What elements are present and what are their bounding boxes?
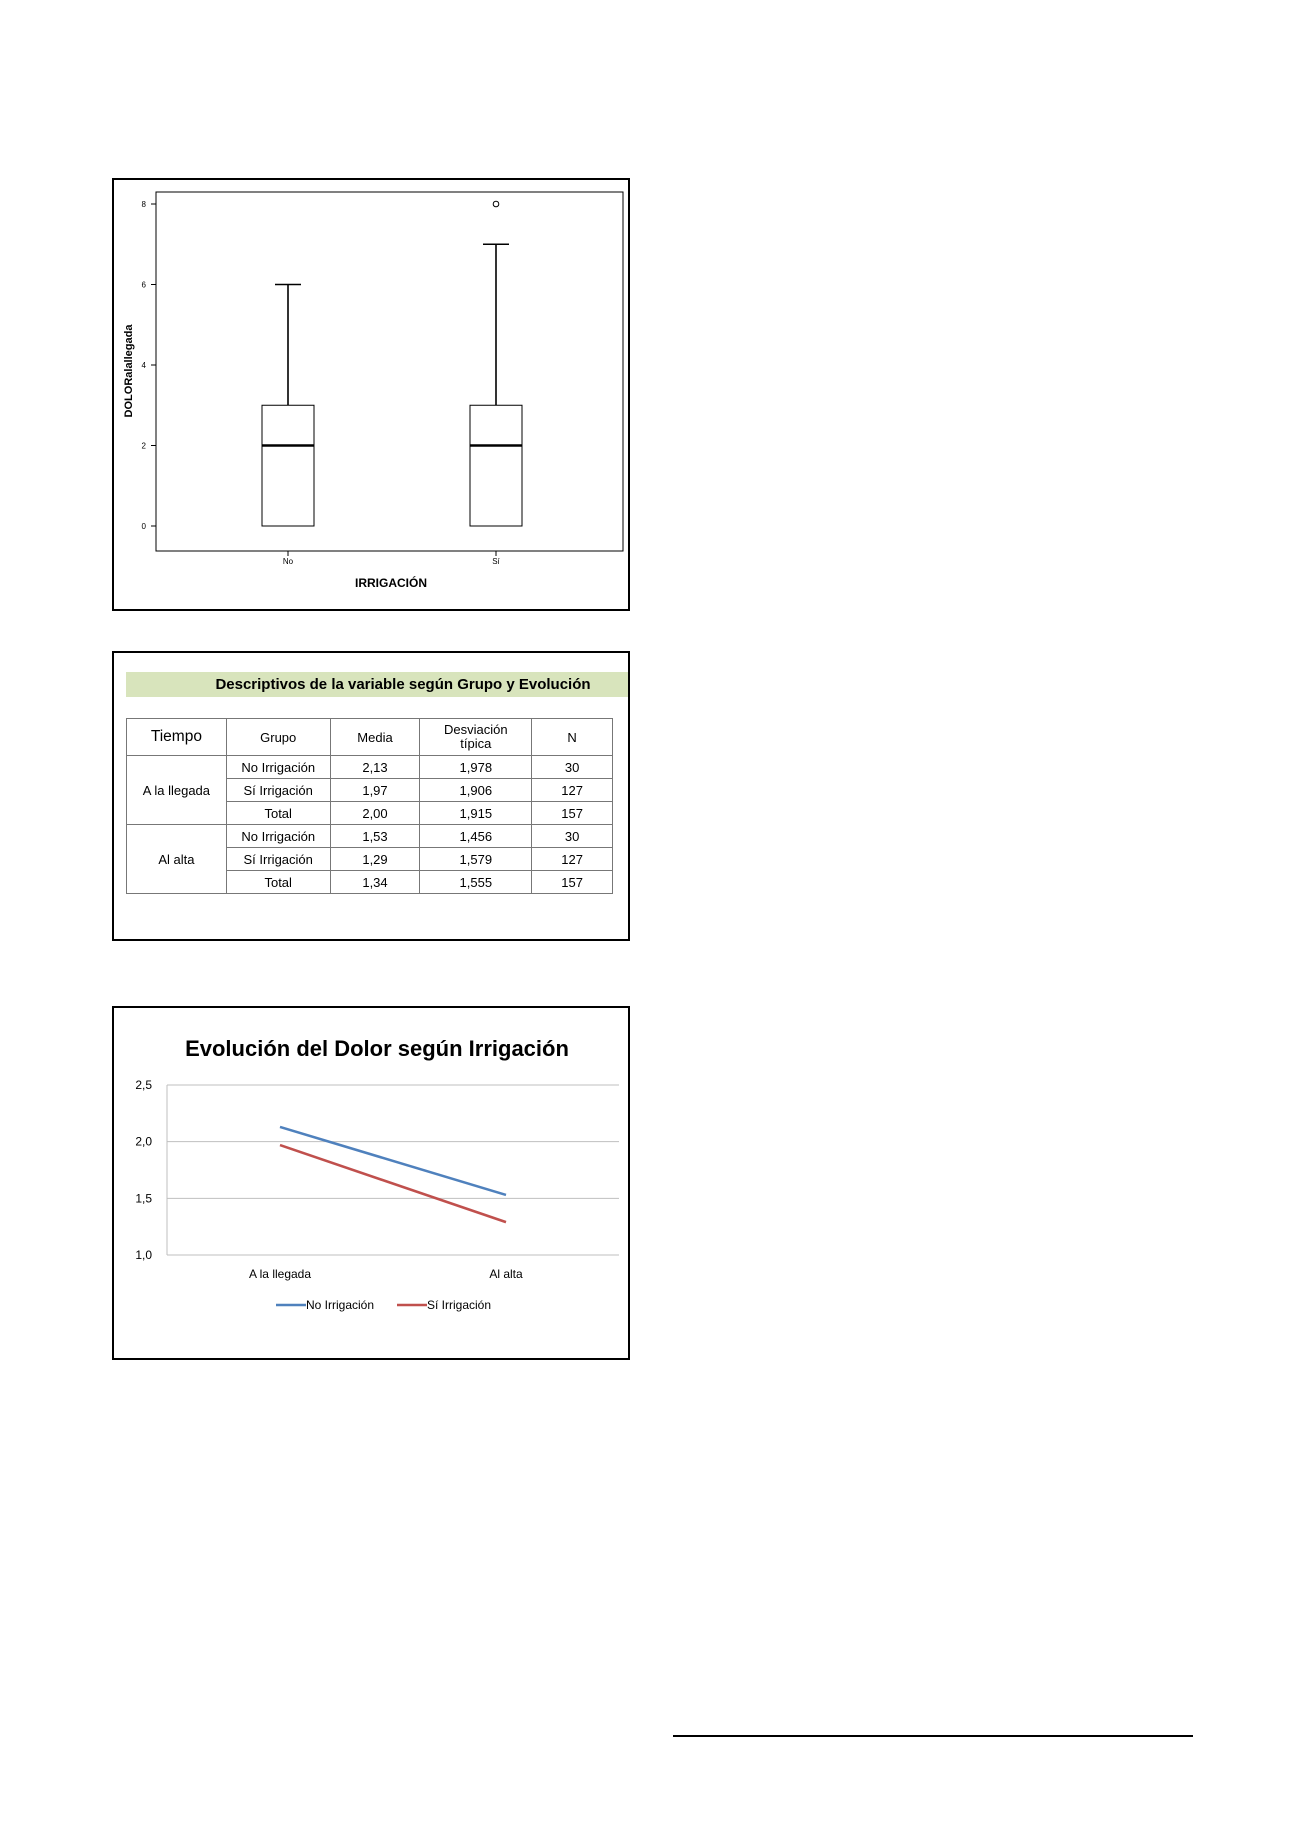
descriptives-panel xyxy=(112,651,630,941)
grupo-cell: No Irrigación xyxy=(226,756,330,779)
outlier-point xyxy=(493,201,499,207)
desv-cell: 1,978 xyxy=(420,756,532,779)
grupo-cell: Sí Irrigación xyxy=(226,848,330,871)
y-tick-label: 8 xyxy=(141,200,146,209)
boxplot-panel xyxy=(112,178,630,611)
media-cell: 1,53 xyxy=(330,825,420,848)
n-cell: 30 xyxy=(532,825,613,848)
y-tick-label: 1,5 xyxy=(135,1191,152,1206)
grupo-cell: Total xyxy=(226,871,330,894)
y-tick-label: 1,0 xyxy=(135,1248,152,1262)
header-n: N xyxy=(532,719,613,756)
y-tick-label: 2,0 xyxy=(135,1134,152,1149)
y-tick-label: 2,5 xyxy=(135,1078,152,1092)
desv-cell: 1,915 xyxy=(420,802,532,825)
legend-label: Sí Irrigación xyxy=(427,1298,492,1312)
box xyxy=(262,405,314,526)
header-desviacion xyxy=(420,719,532,756)
header-desviacion-line1: Desviación xyxy=(444,722,508,737)
plot-frame xyxy=(156,192,623,551)
box xyxy=(470,405,522,526)
chart-title: Evolución del Dolor según Irrigación xyxy=(185,1036,569,1061)
n-cell: 30 xyxy=(532,756,613,779)
y-tick-label: 6 xyxy=(141,280,146,290)
x-tick-label: Al alta xyxy=(489,1267,523,1281)
desv-cell: 1,456 xyxy=(420,825,532,848)
media-cell: 1,34 xyxy=(330,871,420,894)
desv-cell: 1,579 xyxy=(420,848,532,871)
table-row xyxy=(127,756,613,779)
media-cell: 2,13 xyxy=(330,756,420,779)
header-media: Media xyxy=(330,719,420,756)
desv-cell: 1,906 xyxy=(420,779,532,802)
x-tick-label: A la llegada xyxy=(248,1267,312,1281)
n-cell: 127 xyxy=(532,779,613,802)
y-axis-label: DOLORalallegada xyxy=(123,324,135,418)
grupo-cell: No Irrigación xyxy=(226,825,330,848)
table-title-bar xyxy=(126,672,628,697)
y-tick-label: 0 xyxy=(141,522,146,531)
media-cell: 1,29 xyxy=(330,848,420,871)
legend-label: No Irrigación xyxy=(306,1298,375,1312)
line-chart xyxy=(114,1008,628,1358)
desv-cell: 1,555 xyxy=(420,871,532,894)
n-cell: 157 xyxy=(532,871,613,894)
x-axis-label: IRRIGACIÓN xyxy=(355,576,427,590)
media-cell: 2,00 xyxy=(330,802,420,825)
table-header-row xyxy=(127,719,613,756)
descriptives-table xyxy=(126,718,613,894)
grupo-cell: Sí Irrigación xyxy=(226,779,330,802)
tiempo-cell: A la llegada xyxy=(127,756,227,825)
header-desviacion-line2: típica xyxy=(460,736,492,751)
header-grupo: Grupo xyxy=(226,719,330,756)
footer-rule xyxy=(673,1735,1193,1737)
boxplot-chart xyxy=(114,180,628,609)
x-tick-label: Sí xyxy=(492,557,500,566)
media-cell: 1,97 xyxy=(330,779,420,802)
grupo-cell: Total xyxy=(226,802,330,825)
table-title: Descriptivos de la variable según Grupo y Evolución xyxy=(215,676,591,693)
tiempo-cell: Al alta xyxy=(127,825,227,894)
line-chart-panel xyxy=(112,1006,630,1360)
y-tick-label: 2 xyxy=(141,441,146,451)
x-tick-label: No xyxy=(282,557,294,566)
n-cell: 157 xyxy=(532,802,613,825)
header-tiempo: Tiempo xyxy=(127,719,227,756)
y-tick-label: 4 xyxy=(141,361,146,370)
n-cell: 127 xyxy=(532,848,613,871)
table-row xyxy=(127,825,613,848)
